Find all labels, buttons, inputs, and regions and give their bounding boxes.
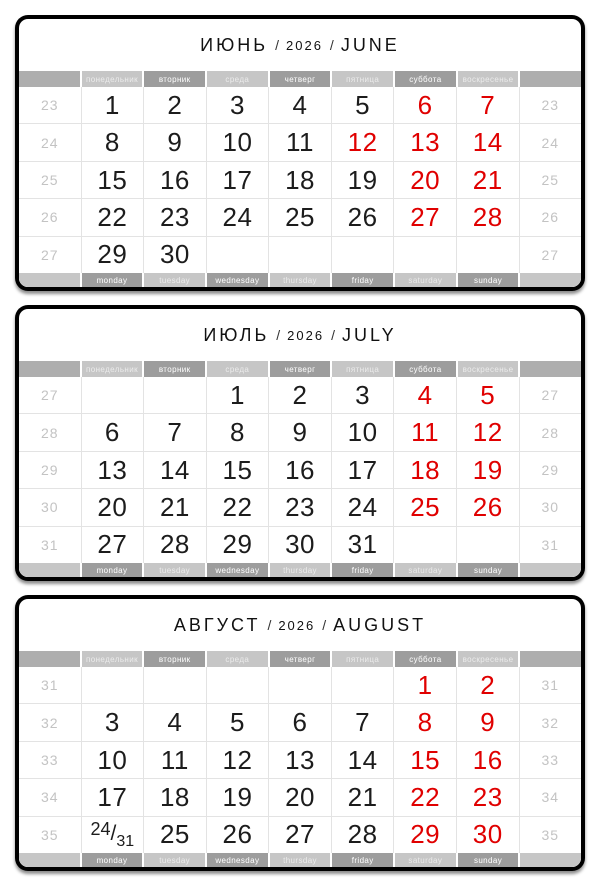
empty-day-cell xyxy=(82,377,145,413)
weekday-label-среда: среда xyxy=(207,651,268,667)
week-row xyxy=(19,377,581,414)
weekday-label-суббота: суббота xyxy=(395,361,456,377)
day-cell: 4 xyxy=(269,87,332,123)
day-cell: 5 xyxy=(332,87,395,123)
day-cell: 25 xyxy=(144,817,207,853)
weekday-label-воскресенье: воскресенье xyxy=(458,651,519,667)
weekday-label-saturday: saturday xyxy=(395,853,456,867)
day-cell: 24 xyxy=(332,489,395,525)
day-cell: 16 xyxy=(269,452,332,488)
weekday-footer-en xyxy=(19,853,581,867)
week-number-column-cap xyxy=(19,651,80,667)
week-number-right: 24 xyxy=(541,134,560,151)
weekday-label-вторник: вторник xyxy=(144,71,205,87)
day-cell: 13 xyxy=(394,124,457,160)
empty-day-cell xyxy=(332,667,395,703)
week-row xyxy=(19,704,581,741)
empty-day-cell xyxy=(332,237,395,273)
day-cell: 1 xyxy=(394,667,457,703)
day-cell: 7 xyxy=(457,87,520,123)
weekday-label-среда: среда xyxy=(207,361,268,377)
weekday-label-четверг: четверг xyxy=(270,361,331,377)
week-number-left: 30 xyxy=(19,489,82,525)
week-number-column-cap xyxy=(19,71,80,87)
day-cell: 11 xyxy=(394,414,457,450)
day-cell: 10 xyxy=(207,124,270,160)
month-panel-august xyxy=(19,599,581,867)
day-cell: 12 xyxy=(207,742,270,778)
day-cell: 29 xyxy=(207,527,270,563)
week-row xyxy=(19,779,581,816)
day-cell: 23 xyxy=(269,489,332,525)
day-cell: 18 xyxy=(394,452,457,488)
weekday-header-ru xyxy=(19,71,581,87)
weekday-label-thursday: thursday xyxy=(270,273,331,287)
week-number-column-cap xyxy=(19,361,80,377)
week-number-left: 27 xyxy=(19,237,82,273)
weekday-label-пятница: пятница xyxy=(332,71,393,87)
month-panel-july xyxy=(19,309,581,577)
day-cell: 25 xyxy=(269,199,332,235)
day-cell: 8 xyxy=(207,414,270,450)
day-cell: 7 xyxy=(332,704,395,740)
week-number-right: 28 xyxy=(541,424,560,441)
empty-day-cell xyxy=(394,527,457,563)
week-number-right: 25 xyxy=(541,172,560,189)
day-cell: 30 xyxy=(144,237,207,273)
week-number-left: 29 xyxy=(19,452,82,488)
empty-day-cell xyxy=(144,377,207,413)
week-number-right: 27 xyxy=(541,387,560,404)
weekday-label-wednesday: wednesday xyxy=(207,563,268,577)
year-label: 2026 xyxy=(287,327,325,343)
day-cell: 27 xyxy=(82,527,145,563)
day-cell: 15 xyxy=(394,742,457,778)
day-cell: 21 xyxy=(457,162,520,198)
day-cell: 27 xyxy=(269,817,332,853)
week-number-column-cap xyxy=(520,651,581,667)
week-number-column-cap xyxy=(19,273,80,287)
week-number-right: 29 xyxy=(541,462,560,479)
day-cell: 28 xyxy=(144,527,207,563)
weekday-label-sunday: sunday xyxy=(458,563,519,577)
week-number-left: 32 xyxy=(19,704,82,740)
day-cell: 11 xyxy=(269,124,332,160)
month-title-august xyxy=(19,599,581,651)
day-cell: 8 xyxy=(82,124,145,160)
calendar-grid xyxy=(19,87,581,273)
day-cell: 31 xyxy=(332,527,395,563)
weekday-label-thursday: thursday xyxy=(270,563,331,577)
day-cell: 14 xyxy=(457,124,520,160)
weekday-label-friday: friday xyxy=(332,563,393,577)
weekday-label-friday: friday xyxy=(332,853,393,867)
day-cell: 19 xyxy=(207,779,270,815)
month-title-july xyxy=(19,309,581,361)
day-cell: 22 xyxy=(82,199,145,235)
weekday-label-воскресенье: воскресенье xyxy=(458,71,519,87)
day-cell: 19 xyxy=(457,452,520,488)
day-cell: 2 xyxy=(144,87,207,123)
day-cell: 22 xyxy=(207,489,270,525)
day-cell: 17 xyxy=(82,779,145,815)
weekday-footer-en xyxy=(19,273,581,287)
week-row xyxy=(19,489,581,526)
day-cell: 28 xyxy=(332,817,395,853)
day-cell: 16 xyxy=(144,162,207,198)
day-cell: 10 xyxy=(82,742,145,778)
empty-day-cell xyxy=(457,237,520,273)
weekday-label-saturday: saturday xyxy=(395,273,456,287)
weekday-label-суббота: суббота xyxy=(395,651,456,667)
weekday-label-воскресенье: воскресенье xyxy=(458,361,519,377)
title-separator: / xyxy=(275,37,279,53)
empty-day-cell xyxy=(82,667,145,703)
month-name-ru: АВГУСТ xyxy=(173,614,261,635)
weekday-label-четверг: четверг xyxy=(270,651,331,667)
day-cell: 6 xyxy=(269,704,332,740)
empty-day-cell xyxy=(207,237,270,273)
day-cell: 12 xyxy=(332,124,395,160)
day-cell: 9 xyxy=(144,124,207,160)
empty-day-cell xyxy=(269,237,332,273)
combined-day-cell: 24/31 xyxy=(90,818,135,850)
weekday-label-четверг: четверг xyxy=(270,71,331,87)
day-cell: 1 xyxy=(82,87,145,123)
calendar-grid xyxy=(19,667,581,853)
day-cell: 9 xyxy=(269,414,332,450)
week-row xyxy=(19,817,581,853)
day-cell: 20 xyxy=(269,779,332,815)
week-number-left: 25 xyxy=(19,162,82,198)
weekday-label-sunday: sunday xyxy=(458,853,519,867)
day-cell: 4 xyxy=(144,704,207,740)
week-number-left: 35 xyxy=(19,817,82,853)
week-number-left: 24 xyxy=(19,124,82,160)
day-cell: 25 xyxy=(394,489,457,525)
week-number-left: 27 xyxy=(19,377,82,413)
month-name-en: JUNE xyxy=(340,34,400,55)
weekday-label-thursday: thursday xyxy=(270,853,331,867)
weekday-label-sunday: sunday xyxy=(458,273,519,287)
day-cell: 16 xyxy=(457,742,520,778)
day-cell: 6 xyxy=(394,87,457,123)
weekday-label-wednesday: wednesday xyxy=(207,853,268,867)
day-cell: 10 xyxy=(332,414,395,450)
day-cell: 8 xyxy=(394,704,457,740)
day-cell: 9 xyxy=(457,704,520,740)
weekday-label-понедельник: понедельник xyxy=(82,651,143,667)
week-row xyxy=(19,162,581,199)
day-cell: 27 xyxy=(394,199,457,235)
empty-day-cell xyxy=(457,527,520,563)
weekday-header-ru xyxy=(19,651,581,667)
day-cell: 5 xyxy=(207,704,270,740)
day-cell: 11 xyxy=(144,742,207,778)
week-row xyxy=(19,742,581,779)
week-number-column-cap xyxy=(520,273,581,287)
title-separator: / xyxy=(322,617,327,633)
day-cell: 23 xyxy=(144,199,207,235)
title-separator: / xyxy=(267,617,272,633)
weekday-label-monday: monday xyxy=(82,563,143,577)
week-number-column-cap xyxy=(520,71,581,87)
weekday-label-tuesday: tuesday xyxy=(144,563,205,577)
weekday-label-monday: monday xyxy=(82,853,143,867)
weekday-label-monday: monday xyxy=(82,273,143,287)
weekday-label-пятница: пятница xyxy=(332,361,393,377)
week-row xyxy=(19,452,581,489)
day-cell: 7 xyxy=(144,414,207,450)
day-cell: 17 xyxy=(332,452,395,488)
week-row xyxy=(19,667,581,704)
month-name-en: AUGUST xyxy=(333,614,427,635)
title-separator: / xyxy=(331,327,335,343)
day-cell: 18 xyxy=(144,779,207,815)
month-name-en: JULY xyxy=(341,324,397,345)
day-cell: 21 xyxy=(144,489,207,525)
week-number-left: 34 xyxy=(19,779,82,815)
month-name-ru: ИЮНЬ xyxy=(200,34,269,55)
title-separator: / xyxy=(276,327,281,343)
weekday-label-пятница: пятница xyxy=(332,651,393,667)
week-number-right: 31 xyxy=(541,536,560,553)
day-cell: 2 xyxy=(457,667,520,703)
day-cell: 3 xyxy=(332,377,395,413)
month-name-ru: ИЮЛЬ xyxy=(203,324,270,345)
week-number-column-cap xyxy=(19,563,80,577)
week-number-left: 28 xyxy=(19,414,82,450)
weekday-label-суббота: суббота xyxy=(395,71,456,87)
weekday-label-wednesday: wednesday xyxy=(207,273,268,287)
day-cell: 26 xyxy=(332,199,395,235)
weekday-footer-en xyxy=(19,563,581,577)
day-cell: 29 xyxy=(394,817,457,853)
day-cell: 15 xyxy=(82,162,145,198)
year-label: 2026 xyxy=(278,617,316,633)
day-cell: 5 xyxy=(457,377,520,413)
week-number-right: 33 xyxy=(541,752,560,769)
day-cell: 3 xyxy=(207,87,270,123)
empty-day-cell xyxy=(394,237,457,273)
week-row xyxy=(19,527,581,563)
week-number-right: 30 xyxy=(541,499,560,516)
week-number-column-cap xyxy=(520,563,581,577)
day-cell: 4 xyxy=(394,377,457,413)
day-cell: 13 xyxy=(269,742,332,778)
title-separator: / xyxy=(329,37,334,53)
day-cell: 17 xyxy=(207,162,270,198)
week-number-right: 35 xyxy=(541,826,560,843)
week-number-left: 26 xyxy=(19,199,82,235)
day-cell: 21 xyxy=(332,779,395,815)
week-number-right: 27 xyxy=(541,246,560,263)
weekday-label-среда: среда xyxy=(207,71,268,87)
day-cell: 2 xyxy=(269,377,332,413)
day-cell: 13 xyxy=(82,452,145,488)
day-cell: 15 xyxy=(207,452,270,488)
week-row xyxy=(19,237,581,273)
day-cell: 26 xyxy=(207,817,270,853)
weekday-label-вторник: вторник xyxy=(144,651,205,667)
day-cell: 22 xyxy=(394,779,457,815)
week-number-right: 34 xyxy=(541,789,560,806)
week-number-right: 23 xyxy=(541,97,560,114)
week-number-right: 26 xyxy=(541,209,560,226)
week-number-left: 31 xyxy=(19,667,82,703)
day-cell: 6 xyxy=(82,414,145,450)
empty-day-cell xyxy=(207,667,270,703)
day-cell: 29 xyxy=(82,237,145,273)
weekday-label-friday: friday xyxy=(332,273,393,287)
week-row xyxy=(19,124,581,161)
week-number-left: 31 xyxy=(19,527,82,563)
empty-day-cell xyxy=(269,667,332,703)
day-cell xyxy=(82,817,145,853)
week-row xyxy=(19,199,581,236)
day-cell: 18 xyxy=(269,162,332,198)
day-cell: 30 xyxy=(457,817,520,853)
weekday-label-tuesday: tuesday xyxy=(144,853,205,867)
week-row xyxy=(19,414,581,451)
day-cell: 14 xyxy=(144,452,207,488)
year-label: 2026 xyxy=(286,37,323,53)
weekday-label-понедельник: понедельник xyxy=(82,71,143,87)
week-row xyxy=(19,87,581,124)
week-number-left: 23 xyxy=(19,87,82,123)
week-number-column-cap xyxy=(520,853,581,867)
day-cell: 26 xyxy=(457,489,520,525)
week-number-column-cap xyxy=(520,361,581,377)
day-cell: 28 xyxy=(457,199,520,235)
calendar-grid xyxy=(19,377,581,563)
month-panel-june xyxy=(19,19,581,287)
weekday-label-вторник: вторник xyxy=(144,361,205,377)
day-cell: 20 xyxy=(82,489,145,525)
day-cell: 14 xyxy=(332,742,395,778)
day-cell: 12 xyxy=(457,414,520,450)
day-cell: 3 xyxy=(82,704,145,740)
day-cell: 23 xyxy=(457,779,520,815)
day-cell: 30 xyxy=(269,527,332,563)
day-cell: 24 xyxy=(207,199,270,235)
weekday-header-ru xyxy=(19,361,581,377)
weekday-label-tuesday: tuesday xyxy=(144,273,205,287)
week-number-column-cap xyxy=(19,853,80,867)
week-number-left: 33 xyxy=(19,742,82,778)
weekday-label-saturday: saturday xyxy=(395,563,456,577)
week-number-right: 31 xyxy=(541,677,560,694)
empty-day-cell xyxy=(144,667,207,703)
day-cell: 1 xyxy=(207,377,270,413)
week-number-right: 32 xyxy=(541,714,560,731)
day-cell: 20 xyxy=(394,162,457,198)
month-title-june xyxy=(19,19,581,71)
day-cell: 19 xyxy=(332,162,395,198)
weekday-label-понедельник: понедельник xyxy=(82,361,143,377)
